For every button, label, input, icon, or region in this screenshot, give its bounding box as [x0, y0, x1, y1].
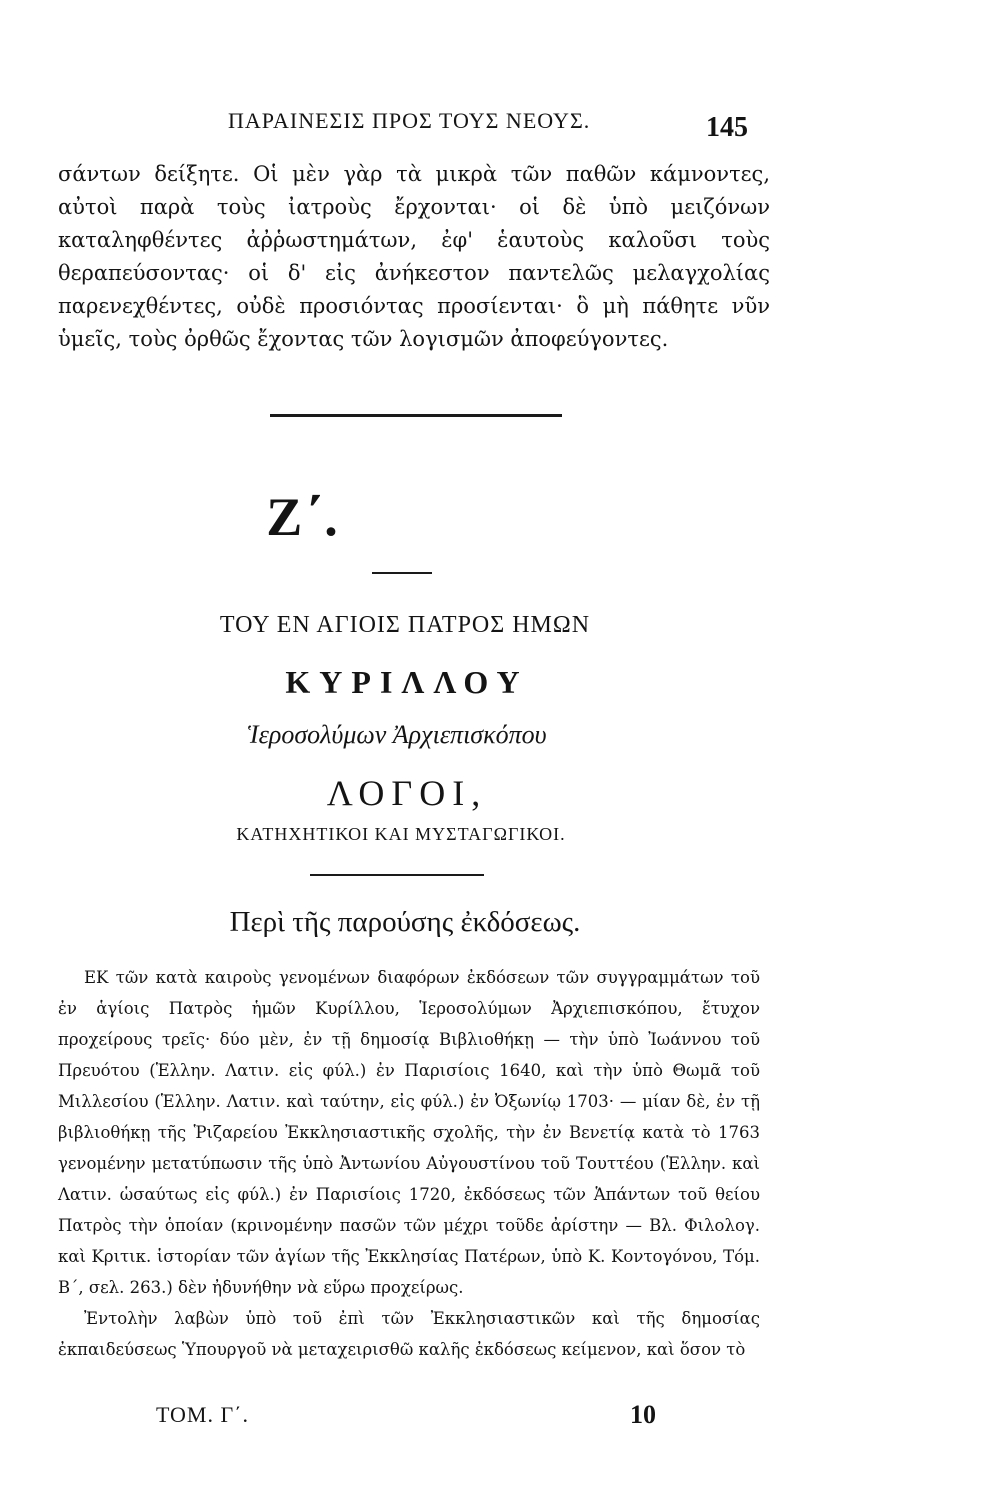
body-paragraph-1: ΕΚ τῶν κατὰ καιροὺς γενομένων διαφόρων ἐκδόσεων τῶν συγγραμμάτων τοῦ ἐν ἁγίοις Πατρὸς ἡμῶν Κυρίλλου, Ἱεροσολύμων Ἀρχιεπισκόπου, ἔτυχον προχείρους τρεῖς· δύο μὲν, ἐν τῇ δημοσίᾳ Βιβλιοθήκῃ — τὴν ὑπὸ Ἰωάννου τοῦ Πρευότου (Ἑλλην. Λατιν. εἰς φύλ.) ἐν Παρισίοις 1640, καὶ τὴν ὑπὸ Θωμᾶ τοῦ Μιλλεσίου (Ἑλλην. Λατιν. καὶ ταύτην, εἰς φύλ.) ἐν Ὀξωνίῳ 1703· — μίαν δὲ, ἐν τῇ βιβλιοθήκῃ τῆς Ῥιζαρείου Ἐκκλησιαστικῆς σχολῆς, τὴν ἐν Βενετίᾳ κατὰ τὸ 1763 γενομένην μετατύπωσιν τῆς ὑπὸ Ἀντωνίου Αὐγουστίνου τοῦ Τουττέου (Ἑλλην. καὶ Λατιν. ὡσαύτως εἰς φύλ.) ἐν Παρισίοις 1720, ἐκδόσεως τῶν Ἁπάντων τοῦ θείου Πατρὸς τὴν ὁποίαν (κρινομένην πασῶν τῶν μέχρι τοῦδε ἀρίστην — Βλ. Φιλολογ. καὶ Κριτικ. ἱστορίαν τῶν ἁγίων τῆς Ἐκκλησίας Πατέρων, ὑπὸ Κ. Κοντογόνου, Τόμ. Β΄, σελ. 263.) δὲν ἠδυνήθην νὰ εὕρω προχείρως.	[58, 968, 760, 1297]
section-heading: Περὶ τῆς παρούσης ἐκδόσεως.	[229, 906, 581, 938]
author-name: ΚΥΡΙΛΛΟΥ	[285, 664, 529, 700]
continuation-paragraph: σάντων δείξητε. Οἱ μὲν γὰρ τὰ μικρὰ τῶν παθῶν κάμνοντες, αὐτοὶ παρὰ τοὺς ἰατροὺς ἔρχονται· οἱ δὲ ὑπὸ μειζόνων καταληφθέντες ἀῤῥωστημάτων, ἐφ' ἑαυτοὺς καλοῦσι τοὺς θεραπεύσοντας· οἱ δ' εἰς ἀνήκεστον παντελῶς μελαγχολίας παρενεχθέντες, οὐδὲ προσιόντας προσίενται· ὃ μὴ πάθητε νῦν ὑμεῖς, τοὺς ὀρθῶς ἔχοντας τῶν λογισμῶν ἀποφεύγοντες.	[58, 162, 770, 351]
title-line-1: ΤΟΥ ΕΝ ΑΓΙΟΙΣ ΠΑΤΡΟΣ ΗΜΩΝ	[219, 612, 591, 638]
body-text	[58, 962, 760, 1365]
continuation-text	[58, 158, 770, 356]
short-rule-2	[310, 874, 484, 876]
author-title: Ἱεροσολύμων Ἀρχιεπισκόπου	[247, 720, 547, 749]
short-rule	[372, 572, 432, 574]
running-head: ΠΑΡΑΙΝΕΣΙΣ ΠΡΟΣ ΤΟΥΣ ΝΕΟΥΣ.	[228, 108, 591, 133]
section-divider	[270, 414, 562, 417]
work-title: ΛΟΓΟΙ,	[326, 773, 488, 813]
footer-volume: ΤΟΜ. Γ΄.	[156, 1402, 250, 1427]
body-paragraph-2: Ἐντολὴν λαβὼν ὑπὸ τοῦ ἐπὶ τῶν Ἐκκλησιαστικῶν καὶ τῆς δημοσίας ἐκπαιδεύσεως Ὑπουργοῦ νὰ μεταχειρισθῶ καλῆς ἐκδόσεως κείμενον, καὶ ὅσον τὸ	[58, 1309, 760, 1359]
footer-signature: 10	[630, 1400, 656, 1429]
work-subtitle: ΚΑΤΗΧΗΤΙΚΟΙ ΚΑΙ ΜΥΣΤΑΓΩΓΙΚΟΙ.	[236, 824, 566, 844]
section-number: Ζ΄.	[266, 487, 340, 547]
page-number: 145	[706, 112, 748, 143]
